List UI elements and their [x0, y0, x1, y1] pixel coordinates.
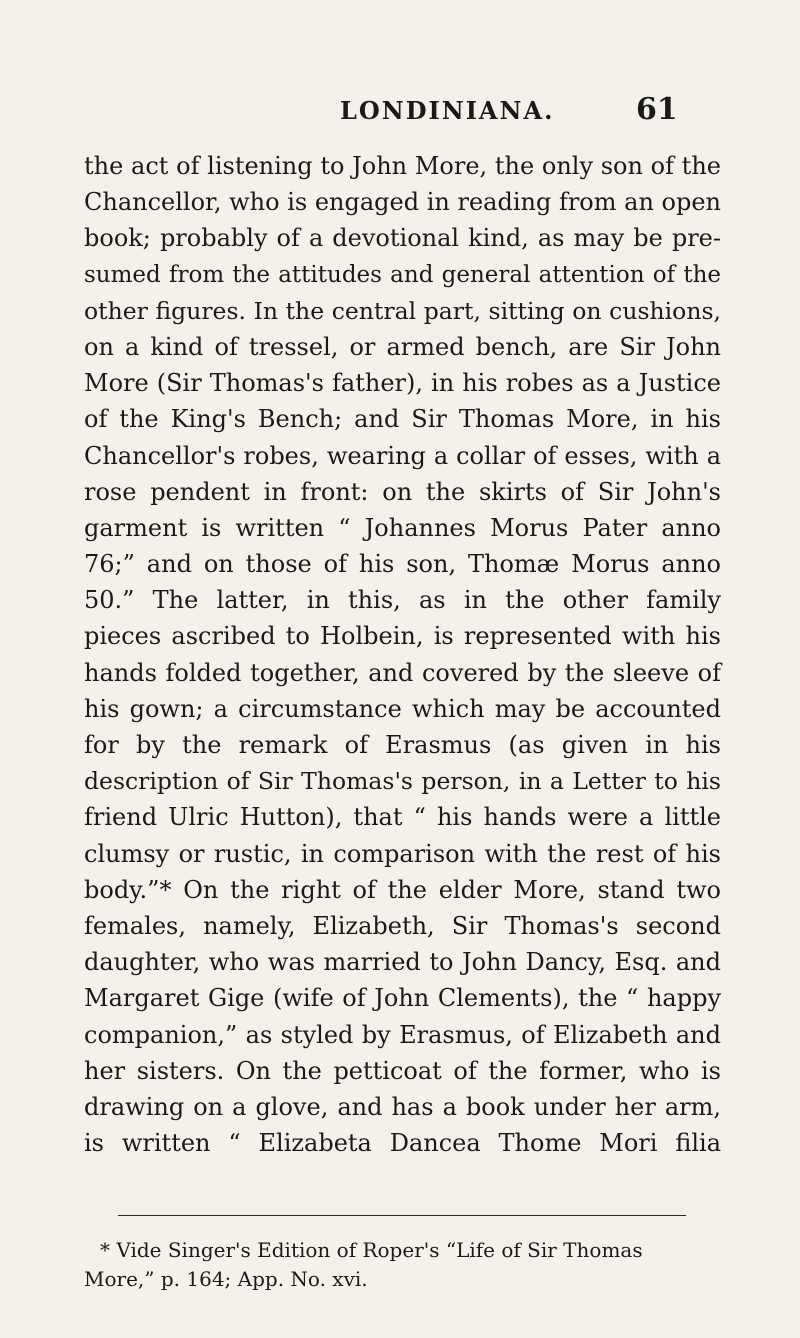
text-line: the act of listening to John More, the only son of the — [84, 152, 721, 180]
text-line: friend Ulric Hutton), that “ his hands were a little — [84, 803, 721, 832]
text-line: book; probably of a devotional kind, as may be pre- — [84, 224, 721, 253]
text-line: More (Sir Thomas's father), in his robes as a Justice — [84, 369, 721, 398]
text-line: sumed from the attitudes and general attention of the — [84, 261, 721, 288]
body-text — [84, 148, 721, 1161]
text-line: Chancellor's robes, wearing a collar of esses, with a — [84, 441, 721, 470]
text-line: his gown; a circumstance which may be accounted — [84, 694, 721, 723]
text-line: clumsy or rustic, in comparison with the rest of his — [84, 839, 721, 868]
footnote-line: * Vide Singer's Edition of Roper's “Life of Sir Thomas — [100, 1238, 643, 1262]
text-line: daughter, who was married to John Dancy, Esq. and — [84, 948, 721, 977]
text-line: hands folded together, and covered by the sleeve of — [84, 658, 721, 687]
text-line: on a kind of tressel, or armed bench, are Sir John — [84, 332, 721, 361]
text-line: of the King's Bench; and Sir Thomas More, in his — [84, 405, 721, 434]
text-line: garment is written “ Johannes Morus Pater anno — [84, 513, 721, 542]
text-line: drawing on a glove, and has a book under her arm, — [84, 1092, 721, 1121]
text-line: pieces ascribed to Holbein, is represented with his — [84, 622, 721, 651]
text-line: is written “ Elizabeta Dancea Thome Mori filia — [84, 1129, 721, 1158]
text-line: description of Sir Thomas's person, in a Letter to his — [84, 767, 721, 796]
footnote-line: More,” p. 164; App. No. xvi. — [84, 1267, 368, 1291]
text-line: 76;” and on those of his son, Thomæ Morus anno — [84, 550, 721, 579]
text-line: companion,” as styled by Erasmus, of Elizabeth and — [84, 1020, 721, 1049]
text-line: for by the remark of Erasmus (as given in his — [84, 731, 721, 759]
text-line: her sisters. On the petticoat of the former, who is — [84, 1056, 721, 1085]
running-title: LONDINIANA. — [340, 96, 555, 125]
text-line: 50.” The latter, in this, as in the other family — [84, 586, 721, 615]
footnote-divider — [118, 1215, 686, 1216]
text-line: body.”* On the right of the elder More, stand two — [84, 875, 721, 904]
text-line: other figures. In the central part, sitting on cushions, — [84, 296, 721, 325]
running-head — [0, 92, 800, 132]
text-line: rose pendent in front: on the skirts of Sir John's — [84, 477, 721, 506]
text-line: Margaret Gige (wife of John Clements), the “ happy — [84, 984, 721, 1013]
page-number: 61 — [636, 92, 678, 127]
text-line: females, namely, Elizabeth, Sir Thomas's second — [84, 911, 721, 940]
footnote — [84, 1236, 721, 1294]
text-line: Chancellor, who is engaged in reading from an open — [84, 188, 722, 217]
